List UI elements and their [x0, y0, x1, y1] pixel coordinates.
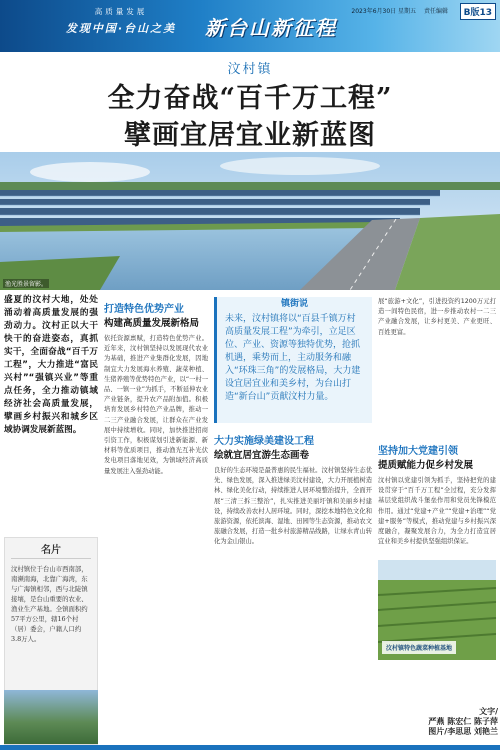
section1-body: 依托资源禀赋，打造特色优势产业。近年来，汶村镇坚持以发展现代农业为基础，推进产业集群化发展，因地制宜大力发展海水养殖、蔬菜种植、生猪养殖等优势特色产业，以“一村一品、一镇一业”为抓手，不断延伸农业产业链条，提升农产品附加值。积极培育发展乡村特色产业品牌，推动一二三产业融合发展，让群众在产业发展中持续增收。同时，加快推进招商引资工作，积极谋划引进新能源、新材料等优质项目，推动渔光互补光伏发电项目落地见效，为镇域经济高质量发展注入强劲动能。 [104, 335, 208, 475]
main-photo [0, 152, 500, 290]
card-title: 名片 [11, 538, 91, 559]
issue-meta [351, 6, 454, 15]
town-name: 汶村镇 [227, 62, 273, 77]
brand-block [46, 6, 196, 36]
brand-top: 高质量发展 [94, 7, 148, 16]
quote-text: 未来，汶村镇将以“百县千镇万村高质量发展工程”为牵引，立足区位、产业、资源等独特优势，抢抓机遇，乘势而上，主动服务和融入“环珠三角”的发展格局，大力建设宜居宜业和美乡村，为台山打造“新台山”贡献汶村力量。 [225, 314, 361, 402]
section1-heading: 打造特色优势产业 [104, 304, 184, 315]
landscape-illustration [0, 152, 500, 290]
headline-line2: 擘画宜居宜业新蓝图 [124, 120, 376, 151]
section3-intro: 展“旅游+文化”，引进投资约1200万元打造一间特色民宿，进一步推动农村一二三产业融合发展，让乡村更美、产业更旺、百姓更富。 [378, 298, 496, 336]
section3-subheading: 提质赋能力促乡村发展 [378, 460, 474, 471]
section2-heading: 大力实施绿美建设工程 [214, 436, 314, 447]
photo-label: 汶村镇特色蔬菜种植基地 [382, 641, 456, 654]
headline-line1: 全力奋战“百千万工程” [107, 83, 393, 114]
issue-date: 2023年6月30日 星期五 [351, 8, 417, 15]
card-photo [4, 690, 98, 744]
card-body: 汶村镇位于台山市西南部，南濒南海，北靠广海湾，东与广海镇相邻，西与北陡镇接壤，是台山重要的农业、渔业生产基地。全镇面积约57平方公里，辖16个村（居）委会，户籍人口约3.8万人。 [11, 565, 88, 643]
header-banner [0, 0, 500, 52]
section2-subheading: 绘就宜居宜游生态画卷 [214, 450, 310, 461]
byline [418, 707, 498, 737]
section3-body: 汶村镇以党建引领为抓手，坚持把党的建设贯穿于“百千万工程”全过程，充分发挥基层党组织战斗堡垒作用和党员先锋模范作用。通过“党建+产业”“党建+治理”“党建+服务”等模式，推动党建与乡村振兴深度融合，凝聚发展合力，为全力打造宜居宜业和美乡村提供坚强组织保证。 [378, 477, 496, 546]
footer-bar [0, 745, 500, 750]
byline-authors: 严燕 陈宏仁 陈子萍 [428, 717, 498, 726]
slogan: 新台山新征程 [205, 16, 337, 40]
section1-subheading: 构建高质量发展新格局 [104, 318, 200, 329]
section3-heading: 坚持加大党建引领 [378, 446, 458, 457]
byline-photo-credit: 图片/李思思 刘艳兰 [428, 727, 498, 736]
byline-text-label: 文字/ [479, 707, 498, 716]
lead-text: 盛夏的汶村大地，处处涌动着高质量发展的强劲动力。汶村正以大干快干的奋进姿态，真抓实干，全面奋战“百千万工程”，大力推进“富民兴村”“强镇兴业”等重点任务，全力推动镇域经济社会高质量发展，擘画乡村振兴和城乡区域协调发展新蓝图。 [4, 295, 98, 435]
photo-caption: 渔光胜景留影。 [5, 281, 48, 288]
section2-body: 良好的生态环境是最普惠的民生福祉。汶村镇坚持生态优先、绿色发展，深入推进绿美汶村建设，大力开展植树造林、绿化美化行动，持续推进人居环境整治提升，全面开展“三清三拆三整治”，扎实推进美丽圩镇和美丽乡村建设，持续改善农村人居环境。同时，深挖本地特色文化和旅游资源，依托滨海、湿地、田园等生态资源，推动农文旅融合发展，打造一批乡村旅游精品线路，让绿水青山转化为金山银山。 [214, 467, 372, 546]
page-number: B版13 [460, 3, 496, 20]
vegetable-base-photo [378, 560, 496, 660]
brand-sub: 发现中国·台山之美 [65, 22, 177, 35]
editor-label: 责任编辑 [423, 8, 448, 15]
quote-box [214, 297, 372, 423]
quote-tag: 镇街说 [280, 299, 308, 309]
